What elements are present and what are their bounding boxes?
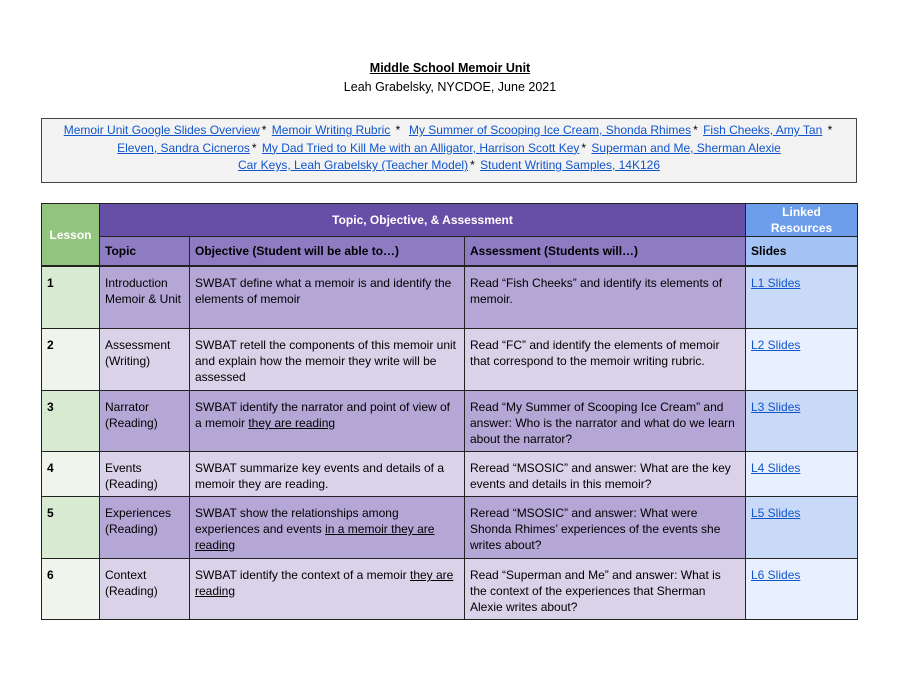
link-fish-cheeks[interactable]: Fish Cheeks, Amy Tan xyxy=(703,123,823,137)
header-assessment: Assessment (Students will…) xyxy=(465,237,746,266)
objective-text: SWBAT show the relationships among experiences and events xyxy=(195,506,399,536)
link-eleven[interactable]: Eleven, Sandra Cicneros xyxy=(117,140,250,155)
link-separator: * xyxy=(581,140,587,155)
header-slides: Slides xyxy=(746,237,858,266)
page-subtitle: Leah Grabelsky, NYCDOE, June 2021 xyxy=(343,80,557,94)
lesson-number: 3 xyxy=(42,391,100,452)
lesson-number: 2 xyxy=(42,329,100,391)
table-row xyxy=(42,452,858,497)
topic-cell: Assessment (Writing) xyxy=(100,329,190,391)
link-separator: * xyxy=(827,123,833,137)
assessment-cell: Reread “MSOSIC” and answer: What are the key events and details in this memoir? xyxy=(465,452,746,497)
page-title: Middle School Memoir Unit xyxy=(369,61,531,75)
lesson-table-header xyxy=(41,203,858,266)
topic-cell: Events (Reading) xyxy=(100,452,190,497)
table-row xyxy=(42,497,858,559)
link-car-keys[interactable]: Car Keys, Leah Grabelsky (Teacher Model) xyxy=(237,158,469,172)
assessment-cell: Read “Fish Cheeks” and identify its elements of memoir. xyxy=(465,267,746,329)
slides-cell xyxy=(746,497,858,559)
topic-cell: Narrator (Reading) xyxy=(100,391,190,452)
objective-cell xyxy=(190,497,465,559)
links-line-1 xyxy=(42,122,856,140)
objective-text: SWBAT identify the context of a memoir xyxy=(195,568,410,582)
link-superman-and-me[interactable]: Superman and Me, Sherman Alexie xyxy=(591,140,781,155)
header-topic-objective-assessment: Topic, Objective, & Assessment xyxy=(100,204,746,237)
assessment-cell: Read “My Summer of Scooping Ice Cream” and answer: Who is the narrator and what do we learn about the narrator? xyxy=(465,391,746,452)
link-separator: * xyxy=(251,140,257,155)
slides-link[interactable]: L3 Slides xyxy=(751,400,801,414)
objective-underlined-text: in a memoir they are reading xyxy=(195,522,435,552)
objective-cell: SWBAT retell the components of this memoir unit and explain how the memoir they write will be assessed xyxy=(190,329,465,391)
lesson-number: 5 xyxy=(42,497,100,559)
link-alligator[interactable]: My Dad Tried to Kill Me with an Alligator, Harrison Scott Key xyxy=(261,140,580,155)
table-row xyxy=(42,391,858,452)
resource-links-box xyxy=(41,118,857,183)
slides-cell xyxy=(746,452,858,497)
header-topic: Topic xyxy=(100,237,190,266)
link-separator: * xyxy=(693,123,698,137)
link-scooping-ice-cream[interactable]: My Summer of Scooping Ice Cream, Shonda Rhimes xyxy=(408,123,692,137)
table-row xyxy=(42,559,858,620)
assessment-cell: Reread “MSOSIC” and answer: What were Shonda Rhimes’ experiences of the events she writes about? xyxy=(465,497,746,559)
link-writing-rubric[interactable]: Memoir Writing Rubric xyxy=(271,123,391,137)
objective-text: SWBAT identify the narrator and point of view of a memoir xyxy=(195,400,451,430)
assessment-cell: Read “Superman and Me” and answer: What is the context of the experiences that Sherman Alexie writes about? xyxy=(465,559,746,620)
links-line-3 xyxy=(42,157,856,175)
slides-link[interactable]: L4 Slides xyxy=(751,461,801,475)
lesson-number: 1 xyxy=(42,267,100,329)
slides-link[interactable]: L2 Slides xyxy=(751,338,801,352)
table-row xyxy=(42,329,858,391)
link-separator: * xyxy=(470,158,475,172)
link-slides-overview[interactable]: Memoir Unit Google Slides Overview xyxy=(63,123,260,137)
slides-cell xyxy=(746,391,858,452)
topic-cell: Introduction Memoir & Unit xyxy=(100,267,190,329)
topic-cell: Experiences (Reading) xyxy=(100,497,190,559)
slides-link[interactable]: L6 Slides xyxy=(751,568,801,582)
slides-cell xyxy=(746,267,858,329)
table-row xyxy=(42,267,858,329)
slides-cell xyxy=(746,559,858,620)
slides-link[interactable]: L1 Slides xyxy=(751,276,801,290)
link-separator: * xyxy=(261,123,267,137)
slides-cell xyxy=(746,329,858,391)
lesson-table-body xyxy=(41,266,858,620)
slides-link[interactable]: L5 Slides xyxy=(751,506,801,520)
objective-cell: SWBAT summarize key events and details of a memoir they are reading. xyxy=(190,452,465,497)
lesson-number: 6 xyxy=(42,559,100,620)
objective-underlined-text: they are reading xyxy=(248,416,336,430)
objective-underlined-text: they are reading xyxy=(195,568,454,598)
objective-cell: SWBAT define what a memoir is and identify the elements of memoir xyxy=(190,267,465,329)
header-lesson: Lesson xyxy=(42,204,100,266)
header-linked-resources: Linked Resources xyxy=(746,204,858,237)
link-separator: * xyxy=(395,123,401,137)
lesson-number: 4 xyxy=(42,452,100,497)
topic-cell: Context (Reading) xyxy=(100,559,190,620)
link-student-samples[interactable]: Student Writing Samples, 14K126 xyxy=(480,158,660,172)
header-objective: Objective (Student will be able to…) xyxy=(190,237,465,266)
assessment-cell: Read “FC” and identify the elements of memoir that correspond to the memoir writing rubric. xyxy=(465,329,746,391)
objective-cell xyxy=(190,391,465,452)
links-line-2 xyxy=(42,140,856,158)
objective-cell xyxy=(190,559,465,620)
